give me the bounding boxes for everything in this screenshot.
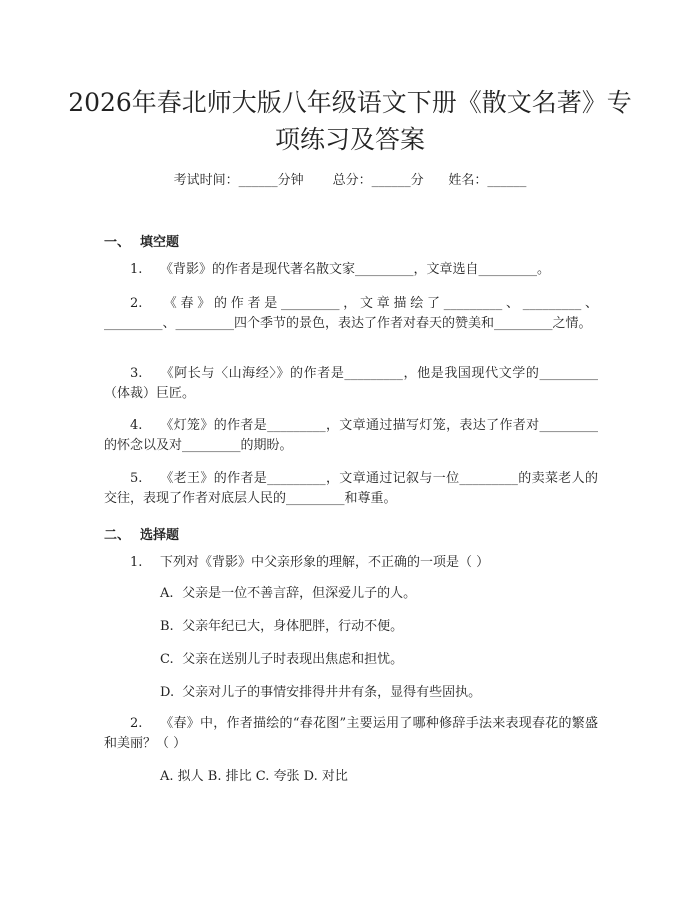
choice-option-d [160, 683, 481, 703]
question-text: 《背影》的作者是现代著名散文家_________，文章选自_________。 [160, 262, 551, 277]
question-text: 《老王》的作者是_________，文章通过记叙与一位_________的卖菜老人的交往，表现了作者对底层人民的_________和尊重。 [104, 471, 598, 506]
option-letter: A. [160, 586, 174, 601]
fill-question-5 [104, 469, 598, 509]
option-text: 父亲是一位不善言辞，但深爱儿子的人。 [182, 586, 417, 601]
option-letter: D. [160, 685, 175, 700]
section-heading-fill-in [104, 231, 179, 250]
option-text: 父亲在送别儿子时表现出焦虑和担忧。 [182, 652, 404, 667]
option-letter: C. [160, 652, 174, 667]
document-title: 2026年春北师大版八年级语文下册《散文名著》专项练习及答案 [68, 88, 632, 154]
question-number: 1. [130, 555, 143, 570]
student-name-label: 姓名：______ [448, 173, 527, 188]
fill-question-4 [104, 416, 598, 456]
question-text: 《春》的作者是_________，文章描绘了_________、_________、_________、_________四个季节的景色，表达了作者对春天的赞美和_________之情。 [104, 296, 598, 331]
choice-option-a [160, 584, 416, 604]
section-heading-multiple-choice [104, 524, 179, 543]
choice-question-1 [104, 553, 598, 573]
question-number: 1. [130, 262, 143, 277]
question-number: 5. [130, 471, 143, 486]
total-score-label: 总分：______分 [332, 173, 424, 188]
question-number: 4. [130, 418, 143, 433]
section-title: 填空题 [140, 235, 180, 250]
choice-inline-options: A. 拟人 B. 排比 C. 夸张 D. 对比 [160, 769, 348, 784]
exam-meta [0, 169, 700, 188]
option-text: 父亲对儿子的事情安排得井井有条，显得有些固执。 [182, 685, 482, 700]
choice-option-b [160, 617, 403, 637]
question-number: 3. [130, 366, 143, 381]
question-text: 下列对《背影》中父亲形象的理解，不正确的一项是（ ） [160, 555, 490, 570]
fill-question-1 [104, 260, 598, 280]
section-number: 一、 [104, 235, 131, 250]
option-letter: B. [160, 619, 174, 634]
fill-question-3 [104, 364, 598, 404]
question-number: 2. [130, 716, 143, 731]
question-text: 《阿长与〈山海经〉》的作者是_________，他是我国现代文学的_________（体裁）巨匠。 [104, 366, 598, 401]
exam-time-label: 考试时间：______分钟 [173, 173, 304, 188]
option-text: 父亲年纪已大，身体肥胖，行动不便。 [182, 619, 404, 634]
question-number: 2. [130, 296, 143, 311]
question-text: 《春》中，作者描绘的“春花图”主要运用了哪种修辞手法来表现春花的繁盛和美丽？（ ） [104, 716, 598, 751]
section-number: 二、 [104, 528, 131, 543]
choice-option-c [160, 650, 403, 670]
question-text: 《灯笼》的作者是_________，文章通过描写灯笼，表达了作者对_________的怀念以及对_________的期盼。 [104, 418, 598, 453]
fill-question-2 [104, 294, 598, 334]
section-title: 选择题 [140, 528, 180, 543]
choice-question-2 [104, 714, 598, 754]
